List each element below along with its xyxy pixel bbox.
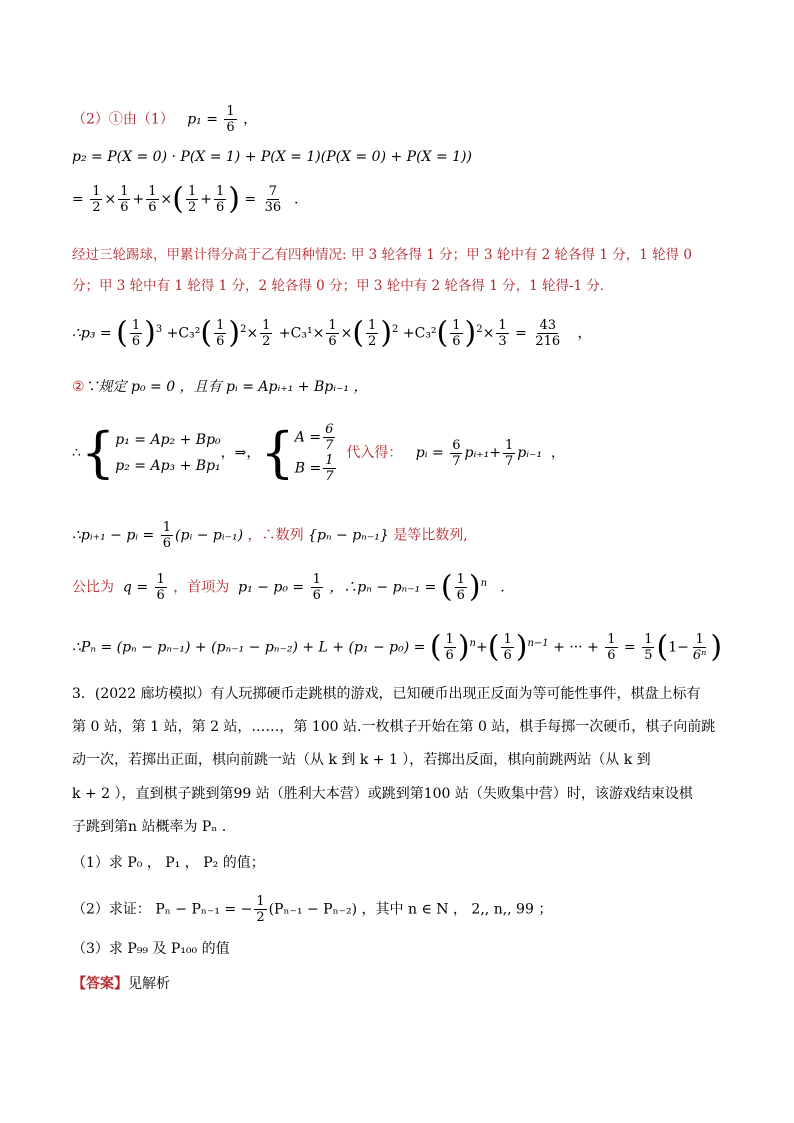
q3-sub-3: （3）求 P₉₉ 及 P₁₀₀ 的值 (72, 941, 230, 957)
q3-sub-2: （2）求证： Pₙ − Pₙ₋₁ = − $\frac{1}{2}$ (Pₙ₋₁ − Pₙ₋₂) ，其中 n ∈ N ， 2,, n,, 99 ； (72, 894, 553, 925)
fraction-1-6: $\frac{1}{6}$ (148, 184, 157, 215)
fraction-1-2: $\frac{1}{2}$ (92, 184, 101, 215)
fraction-1-6: $\frac{1}{6}$ (226, 104, 235, 135)
p3-line: ∴p₃ = ( $\frac{1}{6}$ )$^3$ +C₃²( $\frac{1}{6}$ )$^2$× $\frac{1}{2}$ +C₃¹× $\frac{1}{6}$ ×( $\frac{1}{2}$ )$^2$ +C₃²( $\frac{1}{6}$ )$^2$× $\frac{1}{3}$ = $\frac{43}{216}$ ， (72, 315, 592, 351)
answer-tag: 【答案】 (72, 976, 128, 992)
ratio-line: 公比为 q = $\frac{1}{6}$ ，首项为 p₁ − p₀ = $\frac{1}{6}$ ，∴pₙ − pₙ₋₁ = ( $\frac{1}{6}$ )$^n$ ． (72, 569, 515, 605)
answer-text: 见解析 (128, 976, 170, 992)
q3-line-2: 第 0 站，第 1 站，第 2 站，……，第 100 站.一枚棋子开始在第 0 站，棋手每掷一次硬币，棋子向前跳 (72, 719, 716, 735)
q3-line-4: k + 2 ），直到棋子跳到第99 站（胜利大本营）或跳到第100 站（失败集中营）时，该游戏结束设棋 (72, 786, 693, 802)
p1-equals: p₁ = (187, 111, 218, 128)
system-eq-1: p₁ = Ap₂ + Bp₀ (115, 432, 221, 448)
fraction-1-6: $\frac{1}{6}$ (120, 184, 129, 215)
fraction-43-216: $\frac{43}{216}$ (535, 318, 561, 349)
q3-line-5: 子跳到第n 站概率为 Pₙ ． (72, 819, 236, 835)
recurrence-line: ∴pᵢ₊₁ − pᵢ = $\frac{1}{6}$ (pᵢ − pᵢ₋₁) ，∴数列 {pₙ − pₙ₋₁} 是等比数列, (72, 520, 468, 551)
answer-line (72, 973, 734, 995)
from-part-one: 由（1） (122, 111, 174, 128)
comma: ， (243, 111, 258, 128)
p2-expression: p₂ = P(X = 0) · P(X = 1) + P(X = 1)(P(X = 0) + P(X = 1)) (72, 149, 472, 165)
system-line: ∴{ p₁ = Ap₂ + Bp₀ p₂ = Ap₃ + Bp₁ ，⇒，{ A = $\frac{6}{7}$ B = $\frac{1}{7}$ 代入得： pᵢ = $\frac{6}{7}$ pᵢ₊₁+ $\frac{1}{7}$ pᵢ₋₁ ， (72, 421, 565, 484)
q3-sub-1: （1）求 P₀ ， P₁ ， P₂ 的值； (72, 855, 265, 871)
explanation-line-a: 经过三轮踢球，甲累计得分高于乙有四种情况: 甲 3 轮各得 1 分；甲 3 轮中有 2 轮各得 1 分，1 轮得 0 (72, 247, 692, 263)
part-label: （2） (72, 111, 109, 128)
circled-two: ② (72, 379, 85, 395)
circled-one: ① (108, 111, 123, 128)
q3-line-1: 3．(2022 廊坊模拟）有人玩掷硬币走跳棋的游戏，已知硬币出现正反面为等可能性事件，棋盘上标有 (72, 686, 701, 702)
rule-line: ②∵规定 p₀ = 0 ，且有 pᵢ = Apᵢ₊₁ + Bpᵢ₋₁ ， (72, 379, 368, 395)
sum-line: ∴Pₙ = (pₙ − pₙ₋₁) + (pₙ₋₁ − pₙ₋₂) + L + (p₁ − p₀) = ( $\frac{1}{6}$ )$^n$+( $\frac{1}{6}$ )$^{n-1}$ + ··· + $\frac{1}{6}$ = $\frac{1}{5}$ (1− $\frac{1}{\text{6ⁿ}}$ ) (72, 629, 723, 665)
system-eq-2: p₂ = Ap₃ + Bp₁ (115, 458, 221, 474)
p2-value-line: = $\frac{1}{2}$ × $\frac{1}{6}$ + $\frac{1}{6}$ ×( $\frac{1}{2}$ + $\frac{1}{6}$ ) = $\frac{7}{36}$ ． (72, 181, 309, 217)
explanation-line-b: 分；甲 3 轮中有 1 轮得 1 分，2 轮各得 0 分；甲 3 轮中有 2 轮各得 1 分，1 轮得-1 分． (72, 278, 614, 294)
fraction-7-36: $\frac{7}{36}$ (264, 184, 282, 215)
q3-line-3: 动一次，若掷出正面，棋向前跳一站（从 k 到 k + 1 ），若掷出反面，棋向前跳两站（从 k 到 (72, 752, 651, 768)
step-1-line (72, 104, 734, 135)
